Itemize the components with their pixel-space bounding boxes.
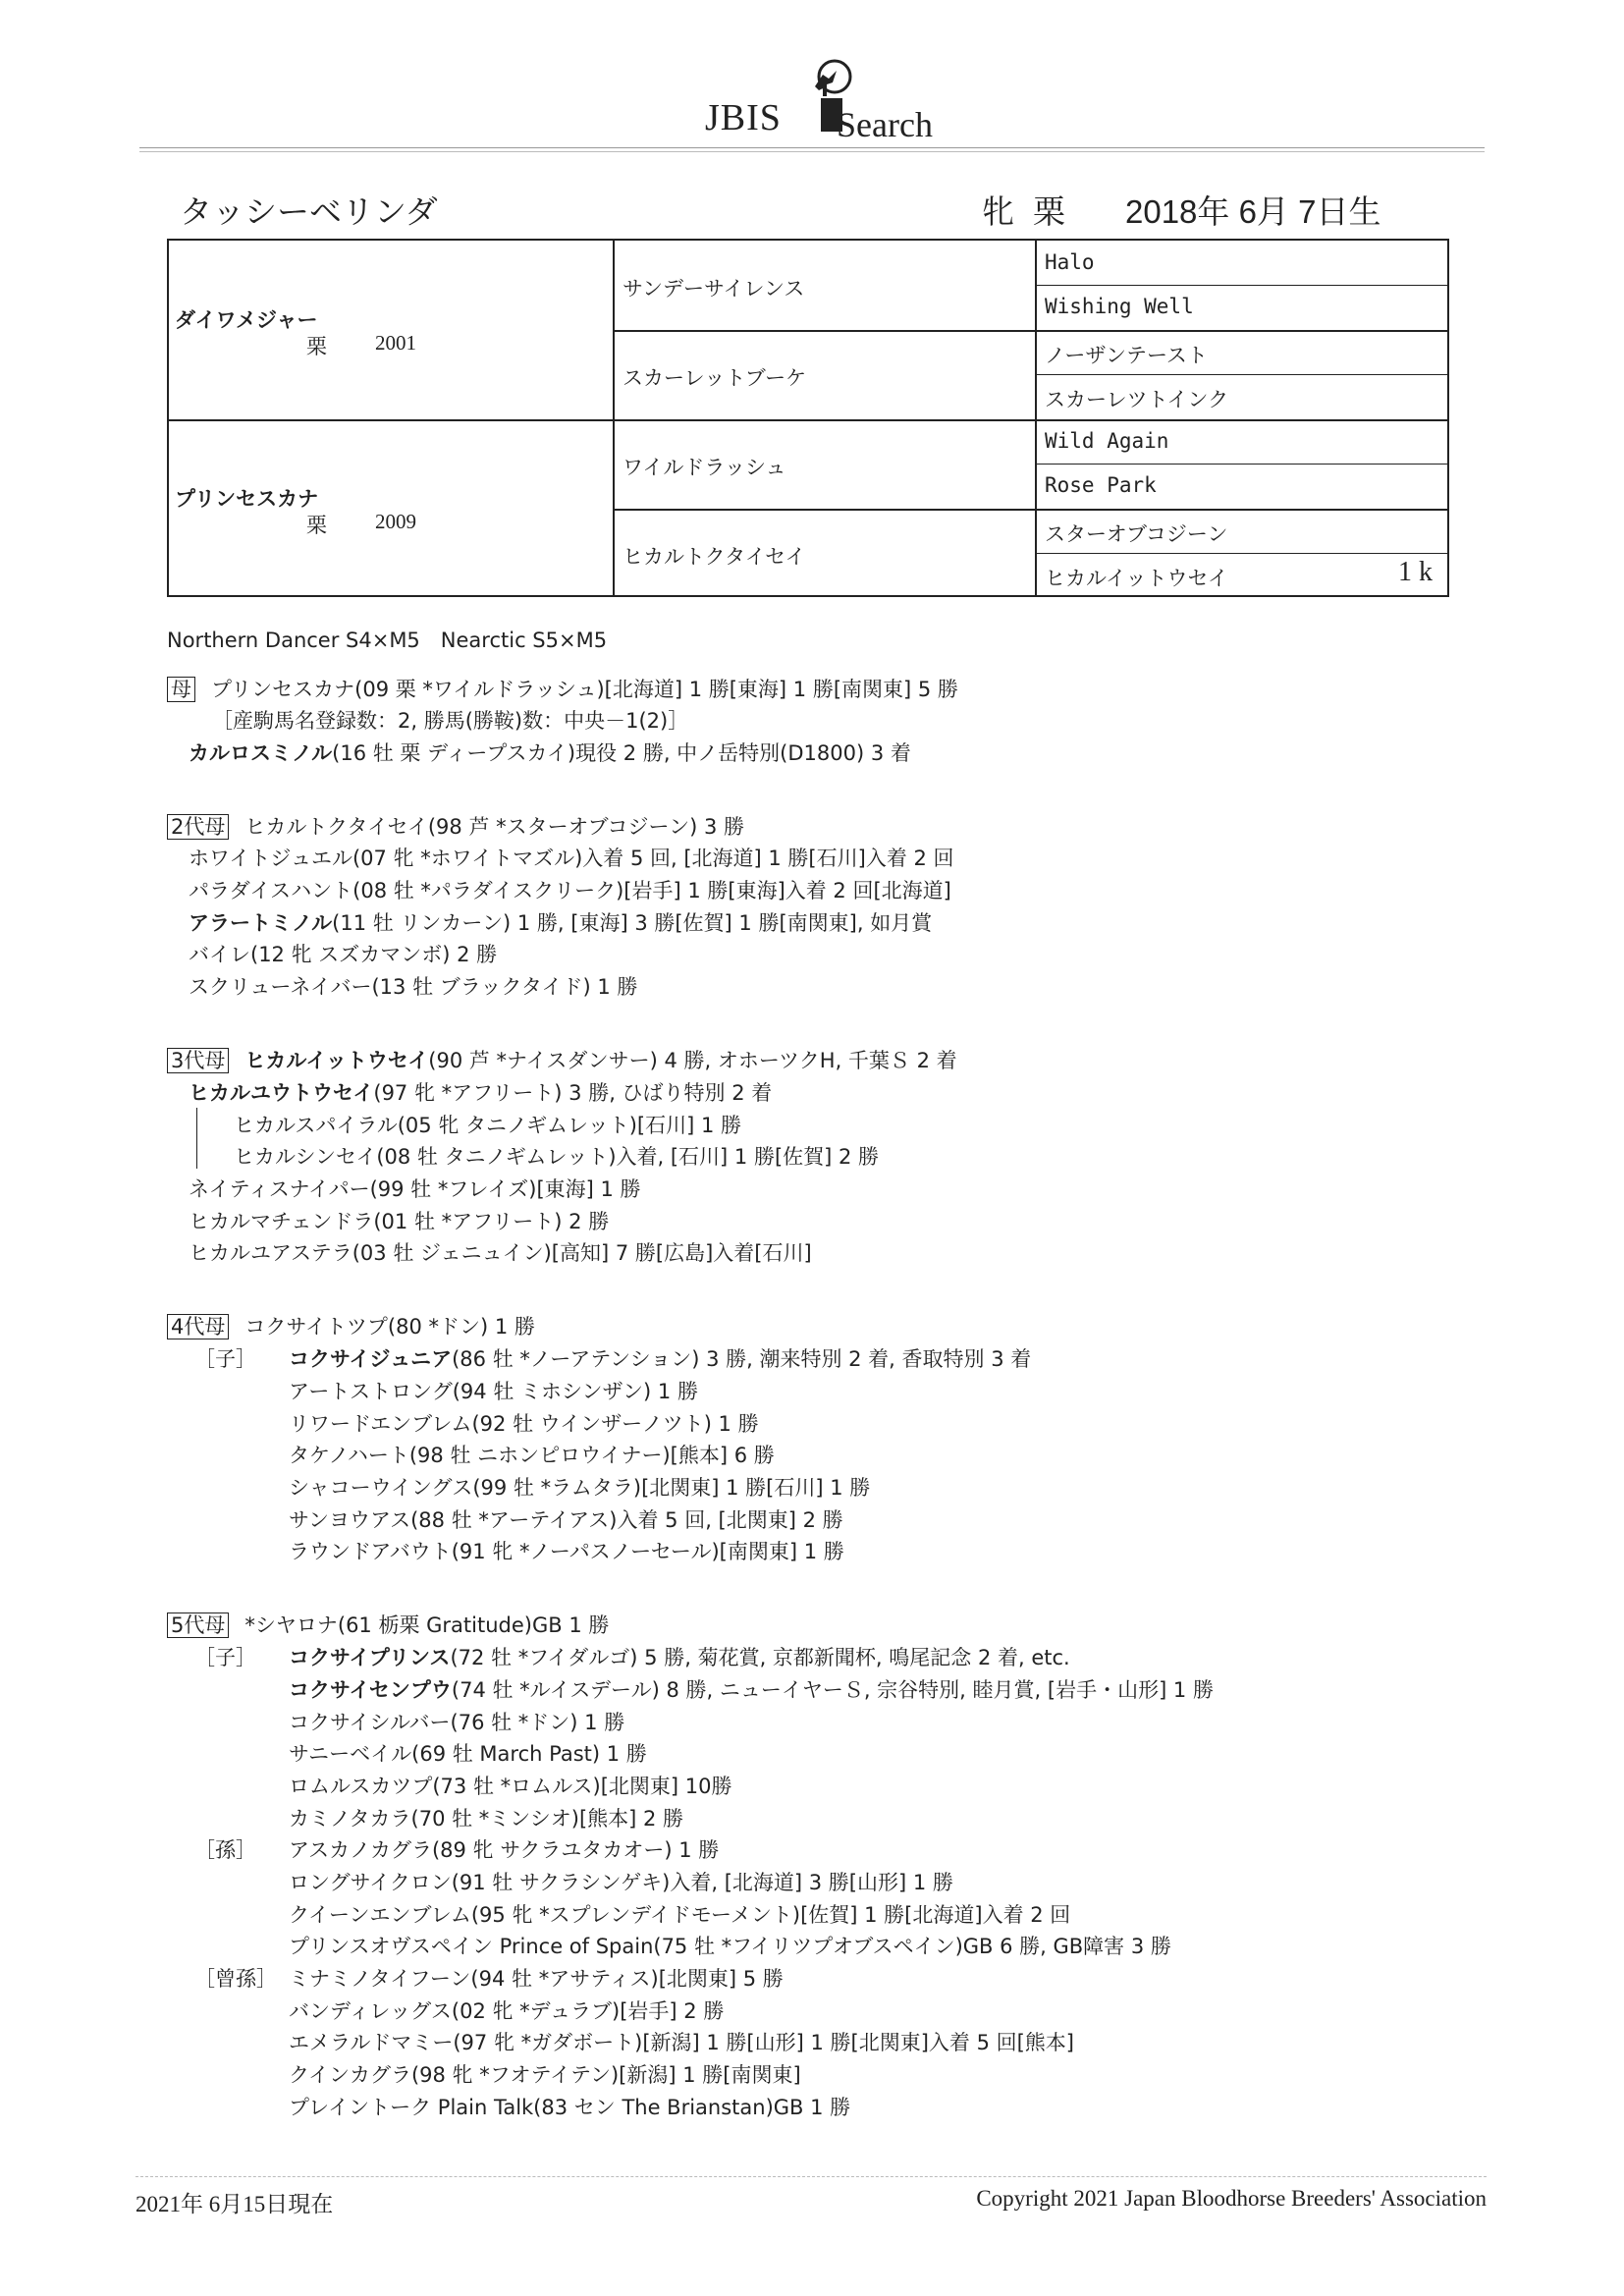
g2-progeny-3-detail: (11 牡 リンカーン) 1 勝, [東海] 3 勝[佐賀] 1 勝[南関東], 如月賞 [332,911,933,935]
gen3-6: Rose Park [1045,473,1157,497]
jbis-search-logo [705,57,960,145]
sire-name: ダイワメジャー [175,308,318,332]
g5-child-5: ロムルスカツプ(73 牡 *ロムルス)[北関東] 10勝 [289,1775,732,1798]
dam-progeny-1 [189,738,911,767]
dam-progeny-1-detail: (16 牡 栗 ディープスカイ)現役 2 勝, 中ノ岳特別(D1800) 3 着 [332,741,911,765]
g5-child-label: ［子］ [194,1646,256,1669]
g5-entry [167,1610,609,1639]
g5-child-2-name: コクサイセンプウ [289,1678,452,1702]
gen3-8: ヒカルイットウセイ [1045,567,1228,590]
ped-row-split [169,419,1447,421]
g5-child-2-detail: (74 牡 *ルイスデール) 8 勝, ニューイヤーＳ, 宗谷特別, 睦月賞, [岩手・山形] 1 勝 [451,1678,1214,1702]
g5-grand-label: ［孫］ [194,1838,256,1862]
g3-head-detail: (90 芦 *ナイスダンサー) 4 勝, オホーツクH, 千葉Ｓ 2 着 [428,1049,957,1072]
dam-progeny-1-name: カルロスミノル [189,741,333,765]
g4-child-1-name: コクサイジュニア [289,1347,453,1371]
header-divider [139,147,1485,148]
g3-progeny-2: ネイティスナイパー(99 牡 *フレイズ)[東海] 1 勝 [189,1177,641,1201]
g5-child-1 [289,1642,1070,1671]
dam-progeny-summary: ［産駒馬名登録数：2, 勝馬(勝鞍)数：中央－1(2)］ [212,709,689,733]
horse-color: 栗 [1033,192,1065,231]
g5-grand-4: プリンスオヴスペイン Prince of Spain(75 牡 *フイリツプオブスペイン)GB 6 勝, GB障害 3 勝 [289,1935,1171,1958]
horse-name: タッシーベリンダ [180,192,438,231]
g3-progeny-1-name: ヒカルユウトウセイ [189,1081,374,1105]
gen2-dam-sire: ワイルドラッシュ [623,456,786,479]
g3-grand-1: ヒカルスパイラル(05 牝 タニノギムレット)[石川] 1 勝 [234,1114,742,1137]
g4-child-6: サンヨウアス(88 牡 *アーテイアス)入着 5 回, [北関東] 2 勝 [289,1508,843,1532]
gen2-sire-dam: スカーレットブーケ [623,366,807,390]
dam-entry [167,674,958,703]
g4-tag: 4代母 [167,1314,229,1339]
dam-line: プリンセスカナ(09 栗 *ワイルドラッシュ)[北海道] 1 勝[東海] 1 勝[南関東] 5 勝 [211,678,958,701]
g2-progeny-4: バイレ(12 牝 スズカマンボ) 2 勝 [189,943,498,966]
ped-gen2-split-2 [613,509,1447,511]
footer-copyright: Copyright 2021 Japan Bloodhorse Breeders' Association [976,2186,1487,2211]
ped-divider-1 [613,241,615,595]
g4-child-5: シャコーウイングス(99 牡 *ラムタラ)[北関東] 1 勝[石川] 1 勝 [289,1476,871,1500]
logo-text-jbis: JBIS [705,97,782,138]
g5-great-label: ［曾孫］ [194,1967,277,1991]
footer-date: 2021年 6月15日現在 [135,2192,334,2216]
g4-child-7: ラウンドアバウト(91 牝 *ノーパスノーセール)[南関東] 1 勝 [289,1540,844,1563]
logo-text-search: Search [837,105,933,144]
ped-gen2-split-1 [613,330,1447,332]
dam-tag: 母 [167,677,195,702]
g5-grand-3: クイーンエンブレム(95 牝 *スプレンデイドモーメント)[佐賀] 1 勝[北海道]入着 2 回 [289,1903,1071,1927]
ped-gen3-split-2 [1035,374,1447,375]
horse-birthdate: 2018年 6月 7日生 [1125,193,1381,230]
gen2-dam-dam: ヒカルトクタイセイ [623,545,806,569]
g3-grand-2: ヒカルシンセイ(08 牡 タニノギムレット)入着, [石川] 1 勝[佐賀] 2 勝 [234,1145,880,1169]
g5-great-5: プレイントーク Plain Talk(83 セン The Brianstan)GB 1 勝 [289,2096,851,2119]
g5-child-4: サニーベイル(69 牡 March Past) 1 勝 [289,1742,647,1766]
gen3-5: Wild Again [1045,429,1169,453]
g4-child-label: ［子］ [194,1347,256,1371]
sire-year: 2001 [375,331,416,355]
horse-sex: 牝 [982,192,1014,231]
g5-child-6: カミノタカラ(70 牡 *ミンシオ)[熊本] 2 勝 [289,1807,684,1831]
g5-tag: 5代母 [167,1613,229,1638]
g5-child-2 [289,1674,1214,1704]
g4-child-4: タケノハート(98 牡 ニホンピロウイナー)[熊本] 6 勝 [289,1444,775,1467]
g2-entry [167,811,744,841]
g2-progeny-3-name: アラートミノル [189,911,333,935]
g3-progeny-1 [189,1077,772,1107]
g3-tag: 3代母 [167,1048,229,1073]
g2-progeny-2: パラダイスハント(08 牡 *パラダイスクリーク)[岩手] 1 勝[東海]入着 2 回[北海道] [189,879,951,902]
g5-great-1: ミナミノタイフーン(94 牡 *アサティス)[北関東] 5 勝 [289,1967,784,1991]
g2-progeny-1: ホワイトジュエル(07 牝 *ホワイトマズル)入着 5 回, [北海道] 1 勝[石川]入着 2 回 [189,847,954,870]
g5-child-1-detail: (72 牡 *フイダルゴ) 5 勝, 菊花賞, 京都新聞杯, 鳴尾記念 2 着, etc. [450,1646,1070,1669]
dam-color: 栗 [306,514,327,537]
g4-child-2: アートストロング(94 牡 ミホシンザン) 1 勝 [289,1380,698,1403]
ped-gen3-split-3 [1035,464,1447,465]
g5-grand-2: ロングサイクロン(91 牡 サクラシンゲキ)入着, [北海道] 3 勝[山形] 1 勝 [289,1871,953,1894]
gen3-2: Wishing Well [1045,295,1194,318]
g3-progeny-4: ヒカルユアステラ(03 牡 ジェニュイン)[高知] 7 勝[広島]入着[石川] [189,1241,812,1265]
inbreeding-note: Northern Dancer S4×M5 Nearctic S5×M5 [167,629,608,652]
dam-name: プリンセスカナ [175,487,319,511]
g3-head-name: ヒカルイットウセイ [244,1049,429,1072]
g4-child-1 [289,1343,1031,1373]
pedigree-mark: 1 k [1398,557,1433,587]
gen3-3: ノーザンテースト [1045,344,1208,367]
g4-child-3: リワードエンブレム(92 牡 ウインザーノツト) 1 勝 [289,1412,759,1436]
g5-child-1-name: コクサイプリンス [289,1646,451,1669]
footer-divider [135,2176,1487,2177]
g5-great-2: バンディレッグス(02 牝 *デュラブ)[岩手] 2 勝 [289,1999,725,2023]
gen2-sire-sire: サンデーサイレンス [623,277,805,301]
g4-child-1-detail: (86 牡 *ノーアテンション) 3 勝, 潮来特別 2 着, 香取特別 3 着 [452,1347,1032,1371]
dam-year: 2009 [375,510,416,533]
g2-progeny-3 [189,907,932,937]
g3-entry [167,1045,957,1074]
ped-divider-2 [1035,241,1037,595]
g4-entry [167,1311,535,1340]
gen3-7: スターオブコジーン [1045,522,1228,546]
g3-branch-line [196,1108,197,1169]
g2-tag: 2代母 [167,814,229,840]
g3-progeny-3: ヒカルマチェンドラ(01 牡 *アフリート) 2 勝 [189,1210,610,1233]
ped-gen3-split-4 [1035,553,1447,554]
g5-grand-1: アスカノカグラ(89 牝 サクラユタカオー) 1 勝 [289,1838,720,1862]
g5-great-3: エメラルドマミー(97 牝 *ガダボート)[新潟] 1 勝[山形] 1 勝[北関東]入着 5 回[熊本] [289,2031,1075,2054]
g3-progeny-1-detail: (97 牝 *アフリート) 3 勝, ひばり特別 2 着 [373,1081,773,1105]
pedigree-table [167,239,1449,597]
g5-child-3: コクサイシルバー(76 牡 *ドン) 1 勝 [289,1711,625,1734]
sire-color: 栗 [306,335,327,358]
g2-progeny-5: スクリューネイバー(13 牡 ブラックタイド) 1 勝 [189,975,638,999]
header-divider-2 [139,151,1485,152]
ped-gen3-split-1 [1035,285,1447,286]
g5-head: *シヤロナ(61 栃栗 Gratitude)GB 1 勝 [244,1613,610,1637]
gen3-1: Halo [1045,250,1095,274]
gen3-4: スカーレツトインク [1045,388,1229,411]
g2-head: ヒカルトクタイセイ(98 芦 *スターオブコジーン) 3 勝 [244,815,745,839]
g4-head: コクサイトツプ(80 *ドン) 1 勝 [244,1315,535,1339]
g5-great-4: クインカグラ(98 牝 *フオテイテン)[新潟] 1 勝[南関東] [289,2063,801,2087]
